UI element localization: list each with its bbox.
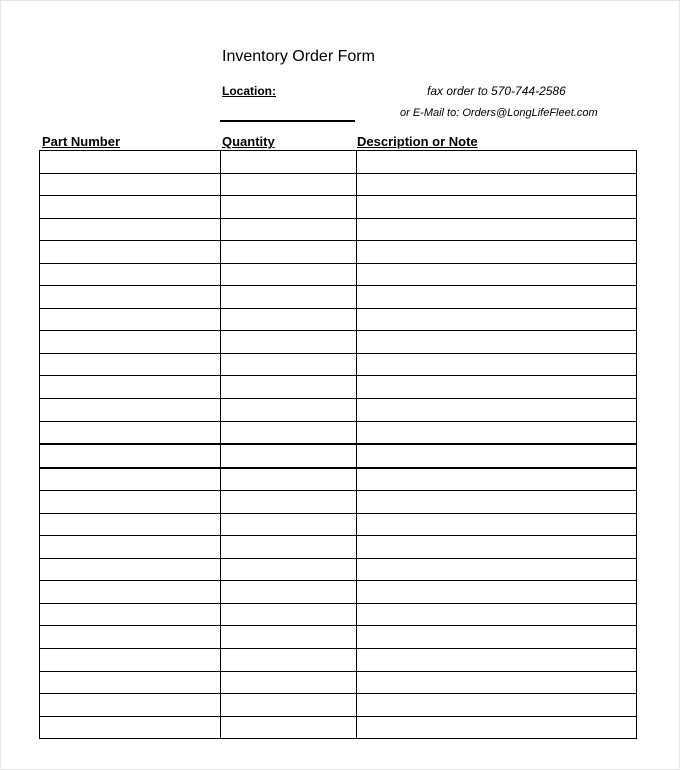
- form-title: Inventory Order Form: [222, 48, 375, 65]
- table-row: [40, 308, 637, 331]
- quantity-cell[interactable]: [221, 716, 357, 739]
- fax-instruction: fax order to 570-744-2586: [427, 84, 566, 98]
- part-number-cell[interactable]: [40, 353, 221, 376]
- description-cell[interactable]: [357, 376, 637, 399]
- part-number-cell[interactable]: [40, 716, 221, 739]
- part-number-cell[interactable]: [40, 196, 221, 219]
- table-row: [40, 468, 637, 491]
- description-cell[interactable]: [357, 649, 637, 672]
- location-input-line[interactable]: [220, 120, 355, 122]
- table-row: [40, 581, 637, 604]
- description-cell[interactable]: [357, 671, 637, 694]
- quantity-cell[interactable]: [221, 513, 357, 536]
- table-row: [40, 716, 637, 739]
- description-cell[interactable]: [357, 399, 637, 422]
- part-number-cell[interactable]: [40, 241, 221, 264]
- description-cell[interactable]: [357, 218, 637, 241]
- quantity-cell[interactable]: [221, 421, 357, 444]
- quantity-cell[interactable]: [221, 151, 357, 174]
- table-row: [40, 196, 637, 219]
- table-row: [40, 376, 637, 399]
- part-number-cell[interactable]: [40, 308, 221, 331]
- part-number-cell[interactable]: [40, 536, 221, 559]
- quantity-cell[interactable]: [221, 353, 357, 376]
- part-number-cell[interactable]: [40, 468, 221, 491]
- description-cell[interactable]: [357, 626, 637, 649]
- part-number-cell[interactable]: [40, 218, 221, 241]
- table-row: [40, 671, 637, 694]
- quantity-cell[interactable]: [221, 581, 357, 604]
- quantity-cell[interactable]: [221, 468, 357, 491]
- part-number-cell[interactable]: [40, 331, 221, 354]
- description-cell[interactable]: [357, 536, 637, 559]
- description-cell[interactable]: [357, 558, 637, 581]
- part-number-cell[interactable]: [40, 399, 221, 422]
- description-cell[interactable]: [357, 513, 637, 536]
- quantity-cell[interactable]: [221, 286, 357, 309]
- description-cell[interactable]: [357, 196, 637, 219]
- header-part-number: Part Number: [42, 134, 121, 149]
- part-number-cell[interactable]: [40, 286, 221, 309]
- part-number-cell[interactable]: [40, 558, 221, 581]
- part-number-cell[interactable]: [40, 603, 221, 626]
- part-number-cell[interactable]: [40, 694, 221, 717]
- quantity-cell[interactable]: [221, 308, 357, 331]
- header-quantity: Quantity: [222, 134, 275, 149]
- quantity-cell[interactable]: [221, 218, 357, 241]
- table-row: [40, 173, 637, 196]
- part-number-cell[interactable]: [40, 263, 221, 286]
- table-row: [40, 603, 637, 626]
- email-instruction: or E-Mail to: Orders@LongLifeFleet.com: [400, 107, 598, 119]
- quantity-cell[interactable]: [221, 491, 357, 514]
- part-number-cell[interactable]: [40, 376, 221, 399]
- quantity-cell[interactable]: [221, 536, 357, 559]
- quantity-cell[interactable]: [221, 241, 357, 264]
- part-number-cell[interactable]: [40, 491, 221, 514]
- description-cell[interactable]: [357, 353, 637, 376]
- quantity-cell[interactable]: [221, 444, 357, 468]
- description-cell[interactable]: [357, 308, 637, 331]
- table-row: [40, 241, 637, 264]
- part-number-cell[interactable]: [40, 581, 221, 604]
- order-table: [39, 150, 637, 739]
- table-row: [40, 444, 637, 468]
- description-cell[interactable]: [357, 491, 637, 514]
- table-row: [40, 513, 637, 536]
- table-row: [40, 331, 637, 354]
- quantity-cell[interactable]: [221, 649, 357, 672]
- part-number-cell[interactable]: [40, 421, 221, 444]
- table-row: [40, 399, 637, 422]
- quantity-cell[interactable]: [221, 694, 357, 717]
- location-label: Location:: [222, 84, 276, 98]
- description-cell[interactable]: [357, 151, 637, 174]
- part-number-cell[interactable]: [40, 444, 221, 468]
- part-number-cell[interactable]: [40, 649, 221, 672]
- table-row: [40, 626, 637, 649]
- description-cell[interactable]: [357, 241, 637, 264]
- part-number-cell[interactable]: [40, 626, 221, 649]
- table-row: [40, 151, 637, 174]
- description-cell[interactable]: [357, 286, 637, 309]
- quantity-cell[interactable]: [221, 196, 357, 219]
- quantity-cell[interactable]: [221, 399, 357, 422]
- description-cell[interactable]: [357, 444, 637, 468]
- table-row: [40, 286, 637, 309]
- part-number-cell[interactable]: [40, 513, 221, 536]
- table-row: [40, 536, 637, 559]
- quantity-cell[interactable]: [221, 626, 357, 649]
- quantity-cell[interactable]: [221, 603, 357, 626]
- quantity-cell[interactable]: [221, 671, 357, 694]
- table-row: [40, 218, 637, 241]
- description-cell[interactable]: [357, 581, 637, 604]
- table-row: [40, 353, 637, 376]
- description-cell[interactable]: [357, 421, 637, 444]
- quantity-cell[interactable]: [221, 376, 357, 399]
- quantity-cell[interactable]: [221, 173, 357, 196]
- description-cell[interactable]: [357, 331, 637, 354]
- table-row: [40, 694, 637, 717]
- description-cell[interactable]: [357, 694, 637, 717]
- part-number-cell[interactable]: [40, 671, 221, 694]
- quantity-cell[interactable]: [221, 263, 357, 286]
- quantity-cell[interactable]: [221, 558, 357, 581]
- table-row: [40, 558, 637, 581]
- table-row: [40, 491, 637, 514]
- description-cell[interactable]: [357, 716, 637, 739]
- part-number-cell[interactable]: [40, 151, 221, 174]
- description-cell[interactable]: [357, 603, 637, 626]
- header-description: Description or Note: [357, 134, 478, 149]
- description-cell[interactable]: [357, 468, 637, 491]
- table-row: [40, 421, 637, 444]
- description-cell[interactable]: [357, 263, 637, 286]
- table-row: [40, 649, 637, 672]
- part-number-cell[interactable]: [40, 173, 221, 196]
- description-cell[interactable]: [357, 173, 637, 196]
- quantity-cell[interactable]: [221, 331, 357, 354]
- table-row: [40, 263, 637, 286]
